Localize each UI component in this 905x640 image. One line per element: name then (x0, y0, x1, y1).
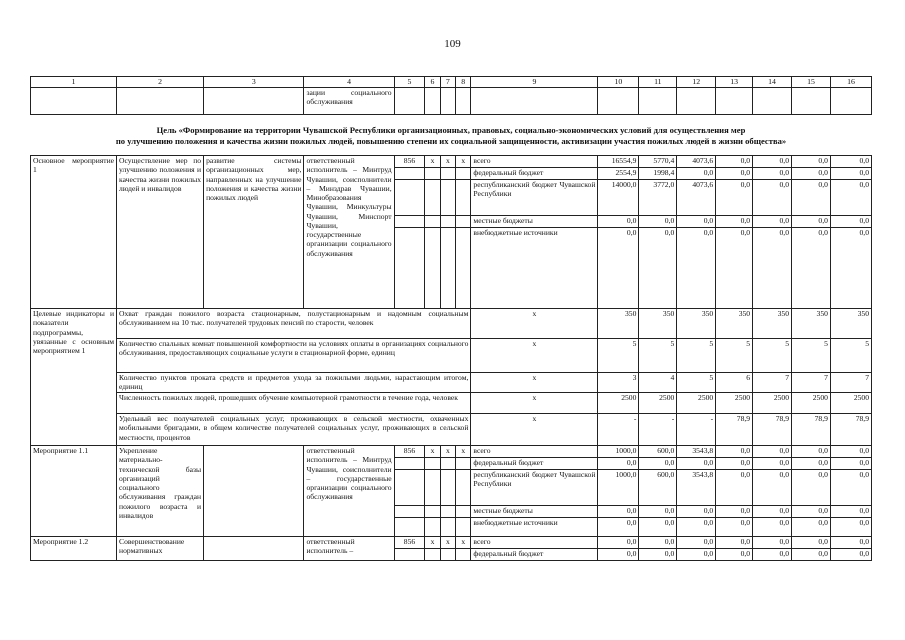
indicator-value: 2500 (792, 393, 831, 414)
value-cell: 0,0 (716, 518, 753, 537)
measure-name: Мероприятие 1.2 (31, 537, 117, 561)
funding-source: республиканский бюджет Чувашской Республики (471, 470, 598, 506)
column-number: 5 (394, 77, 425, 88)
column-number: 3 (204, 77, 304, 88)
code-x (456, 458, 471, 470)
value-cell: 0,0 (830, 168, 871, 180)
column-number-row (31, 77, 872, 88)
value-cell: 0,0 (792, 228, 831, 309)
value-cell: 0,0 (753, 518, 792, 537)
value-cell: 1998,4 (639, 168, 677, 180)
code-x (440, 180, 455, 216)
indicator-value: 350 (639, 309, 677, 339)
indicator-value: 2500 (598, 393, 639, 414)
budget-code (394, 168, 425, 180)
column-number: 4 (304, 77, 394, 88)
indicator-value: - (598, 414, 639, 446)
value-cell: 0,0 (830, 506, 871, 518)
value-cell: 0,0 (598, 549, 639, 561)
indicator-text: Охват граждан пожилого возраста стационарным, полустационарным и надомным социальным обслуживанием на 10 тыс. получателей трудовых пенсий по старости, человек (117, 309, 471, 339)
code-x (456, 549, 471, 561)
value-cell: 2554,9 (598, 168, 639, 180)
funding-source: всего (471, 537, 598, 549)
value-cell: 14000,0 (598, 180, 639, 216)
code-x: x (425, 537, 440, 549)
responsible-executor: ответственный исполнитель – (304, 537, 394, 561)
value-cell: 0,0 (753, 549, 792, 561)
indicator-text: Удельный вес получателей социальных услуг, проживающих в сельской местности, охваченных мобильными бригадами, в общем количестве получателей социальных услуг, проживающих в сельской местности, процентов (117, 414, 471, 446)
code-x (440, 216, 455, 228)
indicator-value: 2500 (753, 393, 792, 414)
value-cell: 0,0 (830, 518, 871, 537)
code-x: x (456, 156, 471, 168)
value-cell: 0,0 (792, 506, 831, 518)
indicator-value: 7 (753, 373, 792, 393)
measure-description: Осуществление мер по улучшению положения и качества жизни пожилых людей и инвалидов (117, 156, 204, 309)
value-cell: 0,0 (753, 156, 792, 168)
funding-source: всего (471, 446, 598, 458)
budget-code: 856 (394, 446, 425, 458)
indicator-value: 78,9 (753, 414, 792, 446)
value-cell: 600,0 (639, 470, 677, 506)
value-cell: 0,0 (792, 216, 831, 228)
indicator-x: x (471, 339, 598, 373)
code-x (425, 228, 440, 309)
code-x (456, 180, 471, 216)
indicator-value: 5 (677, 339, 716, 373)
column-number: 6 (425, 77, 440, 88)
budget-code: 856 (394, 156, 425, 168)
measure-description: Укрепление материально-технической базы организаций социального обслуживания граждан пожилого возраста и инвалидов (117, 446, 204, 537)
value-cell: 0,0 (598, 518, 639, 537)
value-cell: 0,0 (639, 506, 677, 518)
value-cell: 0,0 (753, 458, 792, 470)
indicator-row (31, 414, 872, 446)
indicator-x: x (471, 393, 598, 414)
goal-line-1: Цель «Формирование на территории Чувашской Республики организационных, правовых, социально-экономических условий для осуществления мер (156, 125, 746, 135)
indicator-value: 350 (753, 309, 792, 339)
value-cell: 0,0 (639, 228, 677, 309)
code-x: x (440, 537, 455, 549)
value-cell: 0,0 (792, 518, 831, 537)
measure-goal: развитие системы организационных мер, направленных на улучшение положения и качества жизни пожилых людей (204, 156, 304, 309)
code-x (425, 168, 440, 180)
value-cell: 0,0 (716, 180, 753, 216)
budget-code (394, 216, 425, 228)
funding-source: местные бюджеты (471, 216, 598, 228)
column-number: 2 (117, 77, 204, 88)
page-number: 109 (444, 38, 461, 50)
value-cell: 0,0 (677, 168, 716, 180)
value-cell: 0,0 (677, 216, 716, 228)
indicator-value: 5 (716, 339, 753, 373)
code-x: x (456, 446, 471, 458)
code-x (440, 228, 455, 309)
indicator-value: 78,9 (792, 414, 831, 446)
value-cell: 0,0 (792, 156, 831, 168)
column-number: 12 (677, 77, 716, 88)
value-cell: 600,0 (639, 446, 677, 458)
indicator-x: x (471, 373, 598, 393)
indicator-value: 350 (598, 309, 639, 339)
indicator-value: 350 (792, 309, 831, 339)
value-cell: 0,0 (716, 537, 753, 549)
indicator-value: 5 (830, 339, 871, 373)
value-cell: 0,0 (792, 537, 831, 549)
value-cell: 0,0 (753, 228, 792, 309)
indicator-value: 2500 (639, 393, 677, 414)
value-cell: 3543,8 (677, 470, 716, 506)
measure-goal (204, 446, 304, 537)
value-cell: 3543,8 (677, 446, 716, 458)
measure-name: Основное мероприятие 1 (31, 156, 117, 309)
indicator-value: 78,9 (830, 414, 871, 446)
indicator-value: - (677, 414, 716, 446)
funding-source: федеральный бюджет (471, 458, 598, 470)
measure-name: Мероприятие 1.1 (31, 446, 117, 537)
budget-code (394, 180, 425, 216)
budget-code (394, 458, 425, 470)
responsible-executor: ответственный исполнитель – Минтруд Чувашии, соисполнители – Минздрав Чувашии, Минобразования Чувашии, Минкультуры Чувашии, Минспорт Чувашии, государственные организации социального обслуживания (304, 156, 394, 309)
continuation-cell: зации социального обслуживания (304, 87, 394, 114)
value-cell: 0,0 (792, 168, 831, 180)
funding-source: республиканский бюджет Чувашской Республики (471, 180, 598, 216)
measure-description: Совершенствование нормативных (117, 537, 204, 561)
value-cell: 5770,4 (639, 156, 677, 168)
column-number: 11 (639, 77, 677, 88)
value-cell: 0,0 (716, 156, 753, 168)
indicator-value: 78,9 (716, 414, 753, 446)
indicator-value: 2500 (677, 393, 716, 414)
table-header (30, 76, 872, 115)
indicator-value: 2500 (716, 393, 753, 414)
budget-code: 856 (394, 537, 425, 549)
indicator-row (31, 373, 872, 393)
indicator-value: 3 (598, 373, 639, 393)
code-x (440, 458, 455, 470)
value-cell: 0,0 (830, 470, 871, 506)
value-cell: 0,0 (639, 549, 677, 561)
indicator-text: Количество пунктов проката средств и предметов ухода за пожилыми людьми, нарастающим итогом, единиц (117, 373, 471, 393)
table-row (31, 446, 872, 458)
responsible-executor: ответственный исполнитель – Минтруд Чувашии, соисполнители – государственные организации социального обслуживания (304, 446, 394, 537)
code-x (425, 549, 440, 561)
code-x: x (440, 156, 455, 168)
measure-goal (204, 537, 304, 561)
budget-code (394, 506, 425, 518)
column-number: 14 (753, 77, 792, 88)
indicator-value: - (639, 414, 677, 446)
column-number: 13 (716, 77, 753, 88)
code-x (456, 216, 471, 228)
value-cell: 0,0 (753, 180, 792, 216)
value-cell: 0,0 (677, 537, 716, 549)
indicator-value: 350 (716, 309, 753, 339)
funding-source: местные бюджеты (471, 506, 598, 518)
funding-source: федеральный бюджет (471, 549, 598, 561)
indicator-row (31, 339, 872, 373)
value-cell: 0,0 (753, 470, 792, 506)
value-cell: 1000,0 (598, 446, 639, 458)
indicator-value: 4 (639, 373, 677, 393)
value-cell: 0,0 (753, 537, 792, 549)
value-cell: 0,0 (830, 180, 871, 216)
value-cell: 0,0 (639, 537, 677, 549)
value-cell: 0,0 (716, 228, 753, 309)
column-number: 1 (31, 77, 117, 88)
value-cell: 0,0 (830, 228, 871, 309)
code-x (456, 168, 471, 180)
value-cell: 0,0 (677, 458, 716, 470)
code-x: x (425, 156, 440, 168)
indicator-x: x (471, 414, 598, 446)
value-cell: 3772,0 (639, 180, 677, 216)
value-cell: 0,0 (792, 446, 831, 458)
indicator-value: 5 (677, 373, 716, 393)
code-x (425, 506, 440, 518)
value-cell: 0,0 (753, 506, 792, 518)
budget-code (394, 549, 425, 561)
indicator-row (31, 309, 872, 339)
value-cell: 0,0 (716, 506, 753, 518)
value-cell: 0,0 (716, 446, 753, 458)
indicator-value: 350 (830, 309, 871, 339)
code-x (440, 549, 455, 561)
code-x (440, 168, 455, 180)
budget-code (394, 518, 425, 537)
value-cell: 0,0 (830, 216, 871, 228)
code-x (425, 216, 440, 228)
indicator-row (31, 393, 872, 414)
indicators-label: Целевые индикаторы и показатели подпрограммы, увязанные с основным мероприятием 1 (31, 309, 117, 446)
goal-line-2: по улучшению положения и качества жизни пожилых людей, повышению степени их социальной защищенности, активизации участия пожилых людей в жизни общества» (115, 135, 787, 146)
indicator-value: 2500 (830, 393, 871, 414)
indicator-text: Численность пожилых людей, прошедших обучение компьютерной грамотности в течение года, человек (117, 393, 471, 414)
value-cell: 0,0 (598, 458, 639, 470)
main-table (30, 155, 872, 561)
value-cell: 0,0 (677, 506, 716, 518)
indicator-value: 7 (830, 373, 871, 393)
column-number: 16 (830, 77, 871, 88)
code-x (425, 518, 440, 537)
code-x (456, 470, 471, 506)
indicator-x: x (471, 309, 598, 339)
code-x: x (440, 446, 455, 458)
value-cell: 0,0 (598, 537, 639, 549)
indicator-value: 7 (792, 373, 831, 393)
code-x: x (425, 446, 440, 458)
code-x (425, 180, 440, 216)
value-cell: 0,0 (753, 168, 792, 180)
value-cell: 0,0 (677, 518, 716, 537)
code-x (440, 518, 455, 537)
value-cell: 4073,6 (677, 180, 716, 216)
value-cell: 0,0 (792, 180, 831, 216)
funding-source: внебюджетные источники (471, 518, 598, 537)
funding-source: внебюджетные источники (471, 228, 598, 309)
value-cell: 0,0 (792, 470, 831, 506)
funding-source: всего (471, 156, 598, 168)
value-cell: 0,0 (830, 549, 871, 561)
value-cell: 0,0 (598, 506, 639, 518)
table-row (31, 537, 872, 549)
value-cell: 0,0 (716, 458, 753, 470)
value-cell: 0,0 (639, 216, 677, 228)
value-cell: 0,0 (598, 228, 639, 309)
goal-heading (30, 125, 872, 146)
indicator-value: 350 (677, 309, 716, 339)
column-number: 9 (471, 77, 598, 88)
value-cell: 0,0 (716, 216, 753, 228)
code-x (425, 470, 440, 506)
indicator-value: 5 (753, 339, 792, 373)
value-cell: 0,0 (830, 537, 871, 549)
value-cell: 0,0 (639, 458, 677, 470)
indicator-text: Количество спальных комнат повышенной комфортности на условиях оплаты в организациях социального обслуживания, предоставляющих социальные услуги в стационарной форме, единиц (117, 339, 471, 373)
value-cell: 0,0 (830, 446, 871, 458)
funding-source: федеральный бюджет (471, 168, 598, 180)
value-cell: 0,0 (753, 446, 792, 458)
value-cell: 4073,6 (677, 156, 716, 168)
value-cell: 0,0 (830, 458, 871, 470)
value-cell: 0,0 (716, 470, 753, 506)
code-x: x (456, 537, 471, 549)
column-number: 15 (792, 77, 831, 88)
value-cell: 0,0 (677, 549, 716, 561)
indicator-value: 5 (792, 339, 831, 373)
value-cell: 0,0 (792, 549, 831, 561)
column-number: 10 (598, 77, 639, 88)
value-cell: 0,0 (716, 549, 753, 561)
code-x (440, 506, 455, 518)
code-x (456, 228, 471, 309)
table-row (31, 156, 872, 168)
code-x (456, 506, 471, 518)
indicator-value: 6 (716, 373, 753, 393)
value-cell: 0,0 (716, 168, 753, 180)
value-cell: 16554,9 (598, 156, 639, 168)
value-cell: 0,0 (598, 216, 639, 228)
value-cell: 0,0 (753, 216, 792, 228)
indicator-value: 5 (639, 339, 677, 373)
value-cell: 1000,0 (598, 470, 639, 506)
code-x (425, 458, 440, 470)
indicator-value: 5 (598, 339, 639, 373)
value-cell: 0,0 (792, 458, 831, 470)
budget-code (394, 470, 425, 506)
column-number: 7 (440, 77, 455, 88)
value-cell: 0,0 (830, 156, 871, 168)
value-cell: 0,0 (677, 228, 716, 309)
code-x (456, 518, 471, 537)
budget-code (394, 228, 425, 309)
code-x (440, 470, 455, 506)
value-cell: 0,0 (639, 518, 677, 537)
column-number: 8 (456, 77, 471, 88)
